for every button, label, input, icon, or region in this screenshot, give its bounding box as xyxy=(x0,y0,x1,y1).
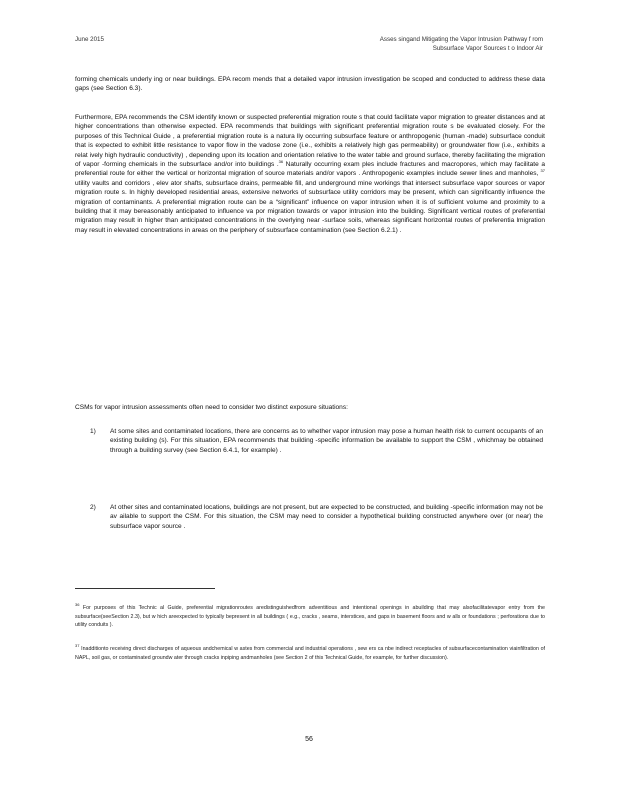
footnote-text: For purposes of this Technic al Guide, preferential migrationroutes aredistinguishedfrom adventitious and intentional openings in abuilding that may alsofacilitatevapor entry from the subsurface(seeSection 2.3), but w hich areexpected to typically bepresent in all buildings ( e.g., cracks , seams, interstices, and gaps in basement floors and w alls or foundations ; perforations due to utility conduits ). xyxy=(75,605,545,629)
list-item-number: 1) xyxy=(90,428,96,435)
footnote-36 xyxy=(75,604,545,630)
footnote-ref-37[interactable]: 37 xyxy=(540,168,545,174)
paragraph-preferential-migration xyxy=(75,113,545,235)
paragraph-text-part-3: utility vaults and corridors , elev ator shafts, subsurface drains, permeable fill, and underground mine workings that intersect subsurface vapor sources or vapor migration route s. In highly developed residential areas, extensive networks of subsurface utility corridors may be present, which can significantly influence the migration of contaminants. A preferential migration route can be a “significant” influence on vapor intrusion when it is of sufficient volume and proximity to a building that it may bereasonably anticipated to influence va por migration towards or vapor intrusion into the building. Significant vertical routes of preferential migration may result in higher than anticipated concentrations in the overlying near -surface soils, whereas significant horizontal routes of preferentia lmigration may result in elevated concentrations in areas on the periphery of subsurface contamination (see Section 6.2.1) . xyxy=(75,179,545,234)
header-date: June 2015 xyxy=(75,36,104,43)
list-item-number: 2) xyxy=(90,504,96,511)
header-title-line-1: Asses singand Mitigating the Vapor Intrusion Pathway f rom xyxy=(379,36,543,43)
paragraph-exposure-situations: CSMs for vapor intrusion assessments often need to consider two distinct exposure situations: xyxy=(75,404,348,411)
footnote-marker: 37 xyxy=(75,643,80,649)
header-title-line-2: Subsurface Vapor Sources t o Indoor Air xyxy=(432,44,543,52)
list-item-text: At some sites and contaminated locations, there are concerns as to whether vapor intrusion may pose a human health risk to current occupants of an existing building (s). For this situation, EPA recommends that building -specific information be available to support the CSM , whichmay be obtained through a building survey (see Section 6.4.1, for example) . xyxy=(110,428,543,454)
paragraph-text-part-1: Furthermore, EPA recommends the CSM identify known or suspected preferential migration route s that could facilitate vapor migration to greater distances and at higher concentrations than otherwise expected. EPA recommends that buildings with significant preferential migration route s be evaluated closely. For the purposes of this Technical Guide , a preferential migration route is a natura lly occurring subsurface feature or anthropogenic (human -made) subsurface conduit that is expected to exhibit little resistance to vapor flow in the vadose zone (i.e., exhibits a relatively high gas permeability) or groundwater flow (i.e., exhibits a relat ively high hydraulic conductivity) , depending upon its location and orientation relative to the water table and ground surface, thereby facilitating the migration of vapor -forming chemicals in the subsurface and/or into buildings . xyxy=(75,114,545,169)
list-item-text: At other sites and contaminated locations, buildings are not present, but are expected to be constructed, and building -specific information may not be av ailable to support the CSM. For this situation, the CSM may need to consider a hypothetical building constructed anywhere over (or near) the subsurface vapor source . xyxy=(110,504,543,530)
footnote-marker: 36 xyxy=(75,602,80,608)
footnote-text: Inadditionto receiving direct discharges of aqueous andchemical w astes from commercial and industrial operations , sew ers ca nbe indirect receptacles of subsurfacecontamination viainfiltration of NAPL, soil gas, or contaminated groundw ater through cracks inpiping andmanholes (see Section 2 of this Technical Guide, for example, for further discussion). xyxy=(75,646,545,661)
page-number: 56 xyxy=(305,736,313,743)
footnote-37 xyxy=(75,645,545,662)
footnote-separator xyxy=(75,588,215,589)
paragraph-continuation: forming chemicals underly ing or near buildings. EPA recom mends that a detailed vapor intrusion investigation be scoped and conducted to address these data gaps (see Section 6.3). xyxy=(75,76,545,93)
footnote-ref-36[interactable]: 36 xyxy=(278,158,284,164)
header-title xyxy=(380,36,543,53)
paragraph-text-part-2: Naturally occurring exam ples include fractures and macropores, which may facilitate a preferential route for either the vertical or horizontal migration of source materials and/or vapors . Anthropogenic examples include sewer lines and manholes, xyxy=(75,161,545,178)
